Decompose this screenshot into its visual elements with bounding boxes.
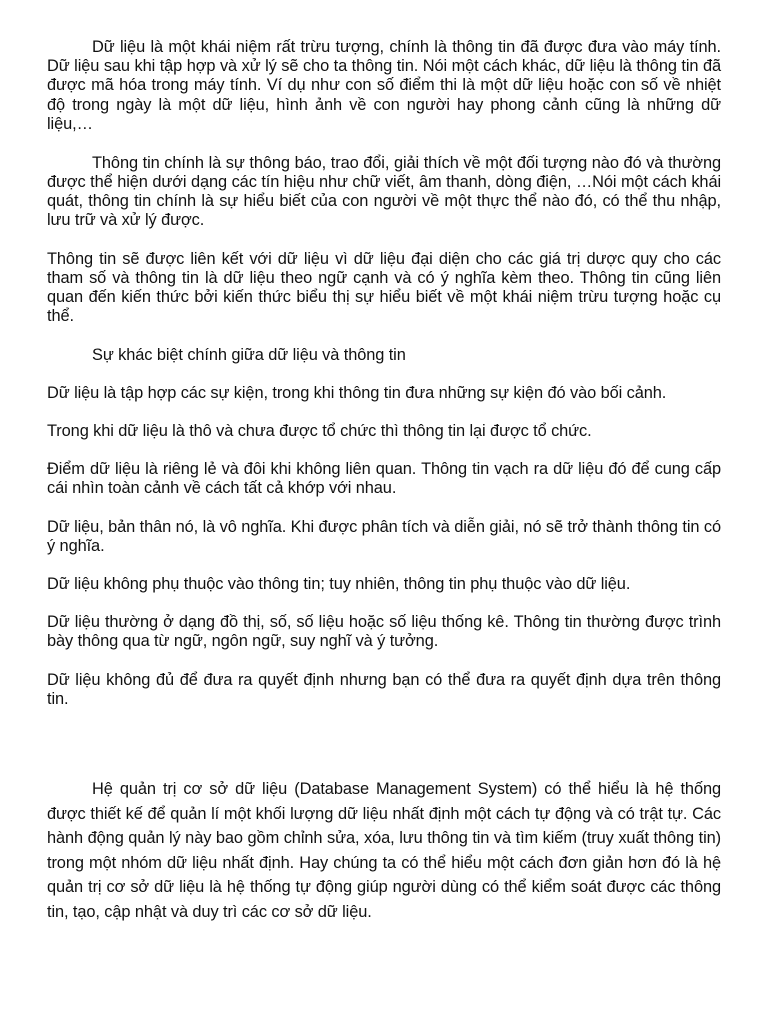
- difference-item: Trong khi dữ liệu là thô và chưa được tổ chức thì thông tin lại được tổ chức.: [47, 422, 592, 441]
- difference-item: Dữ liệu thường ở dạng đồ thị, số, số liệu hoặc số liệu thống kê. Thông tin thường được trình bày thông qua từ ngữ, ngôn ngữ, suy nghĩ và ý tưởng.: [47, 613, 721, 651]
- difference-item: Dữ liệu là tập hợp các sự kiện, trong khi thông tin đưa những sự kiện đó vào bối cảnh.: [47, 383, 667, 402]
- paragraph-data-information-link: Thông tin sẽ được liên kết với dữ liệu vì dữ liệu đại diện cho các giá trị dược quy cho các tham số và thông tin là dữ liệu theo ngữ cạnh và có ý nghĩa kèm theo. Thông tin cũng liên quan đến kiến thức bởi kiến thức biểu thị sự hiểu biết về một khái niệm trừu tượng hoặc cụ thể.: [47, 249, 721, 326]
- section-heading-differences: Sự khác biệt chính giữa dữ liệu và thông tin: [92, 345, 406, 364]
- difference-item: Dữ liệu không phụ thuộc vào thông tin; tuy nhiên, thông tin phụ thuộc vào dữ liệu.: [47, 575, 631, 594]
- paragraph-information-definition: Thông tin chính là sự thông báo, trao đổi, giải thích về một đối tượng nào đó và thường được thể hiện dưới dạng các tín hiệu như chữ viết, âm thanh, dòng điện, …Nói một cách khái quát, thông tin chính là sự hiểu biết của con người về một thực thể nào đó, có thể thu nhập, lưu trữ và xử lý được.: [47, 153, 721, 230]
- document-page: [47, 38, 721, 925]
- paragraph-dbms-definition: Hệ quản trị cơ sở dữ liệu (Database Management System) có thể hiểu là hệ thống được thiết kế để quản lí một khối lượng dữ liệu nhất định một cách tự động và có trật tự. Các hành động quản lý này bao gồm chỉnh sửa, xóa, lưu thông tin và tìm kiếm (truy xuất thông tin) trong một nhóm dữ liệu nhất định. Hay chúng ta có thể hiểu một cách đơn giản hơn đó là hệ quản trị cơ sở dữ liệu là hệ thống tự động giúp người dùng có thể kiểm soát được các thông tin, tạo, cập nhật và duy trì các cơ sở dữ liệu.: [47, 780, 721, 922]
- difference-item: Dữ liệu không đủ để đưa ra quyết định nhưng bạn có thể đưa ra quyết định dựa trên thông tin.: [47, 670, 721, 708]
- paragraph-data-definition: Dữ liệu là một khái niệm rất trừu tượng, chính là thông tin đã được đưa vào máy tính. Dữ liệu sau khi tập hợp và xử lý sẽ cho ta thông tin. Nói một cách khác, dữ liệu là thông tin đã được mã hóa trong máy tính. Ví dụ như con số điểm thi là một dữ liệu hoặc con số về nhiệt độ trong ngày là một dữ liệu, hình ảnh về con người hay phong cảnh cũng là những dữ liệu,…: [47, 38, 721, 133]
- difference-item: Điểm dữ liệu là riêng lẻ và đôi khi không liên quan. Thông tin vạch ra dữ liệu đó để cung cấp cái nhìn toàn cảnh về cách tất cả khớp với nhau.: [47, 460, 721, 498]
- difference-item: Dữ liệu, bản thân nó, là vô nghĩa. Khi được phân tích và diễn giải, nó sẽ trở thành thông tin có ý nghĩa.: [47, 517, 721, 555]
